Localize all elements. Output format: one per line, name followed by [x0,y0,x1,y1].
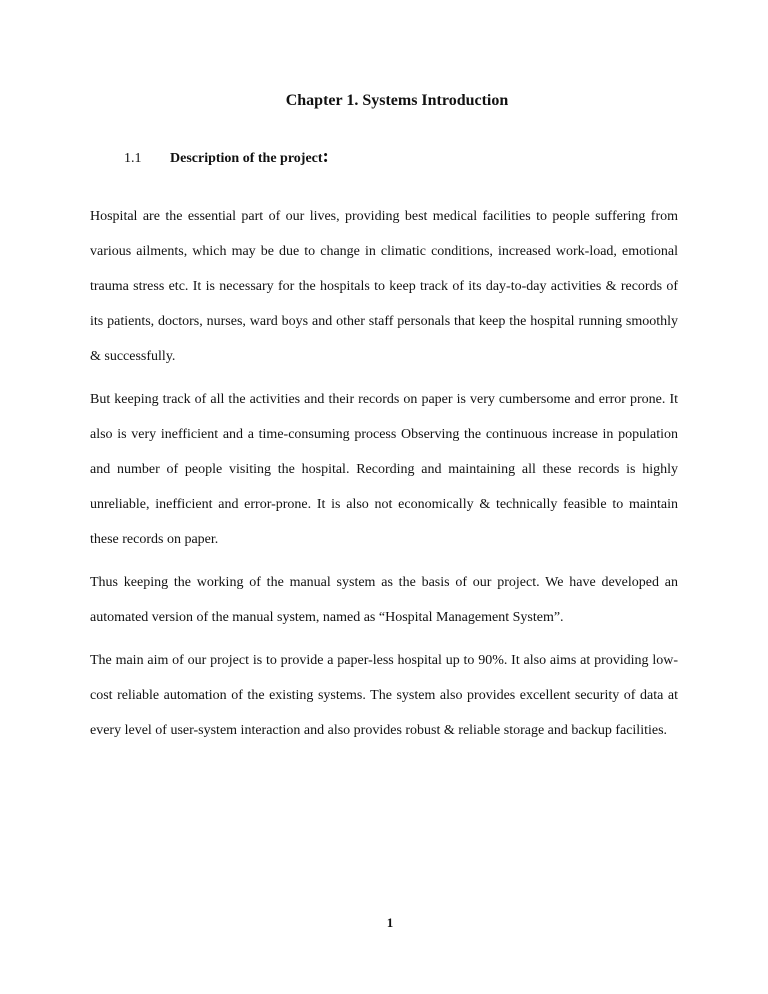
page-number: 1 [386,915,394,930]
paragraph-hospital-intro: Hospital are the essential part of our lives, providing best medical facilities to people suffering from various ailments, which may be due to change in climatic conditions, increased work-load, emotional trauma stress etc. It is necessary for the hospitals to keep track of its day-to-day activities & records of its patients, doctors, nurses, ward boys and other staff personals that keep the hospital running smoothly & successfully. [90,209,678,364]
section-heading [124,147,329,169]
section-number: 1.1 [124,151,142,166]
section-title: Description of the project [170,151,323,166]
paragraph-paper-records: But keeping track of all the activities and their records on paper is very cumbersome and error prone. It also is very inefficient and a time-consuming process Observing the continuous increase in population and number of people visiting the hospital. Recording and maintaining all these records is highly unreliable, inefficient and error-prone. It is also not economically & technically feasible to maintain these records on paper. [90,392,678,547]
chapter-title: Chapter 1. Systems Introduction [285,92,509,109]
body-text [90,199,678,756]
paragraph-automated-version: Thus keeping the working of the manual system as the basis of our project. We have developed an automated version of the manual system, named as “Hospital Management System”. [90,575,678,625]
paragraph-main-aim: The main aim of our project is to provide a paper-less hospital up to 90%. It also aims at providing low-cost reliable automation of the existing systems. The system also provides excellent security of data at every level of user-system interaction and also provides robust & reliable storage and backup facilities. [90,653,678,738]
section-colon: : [322,146,329,167]
